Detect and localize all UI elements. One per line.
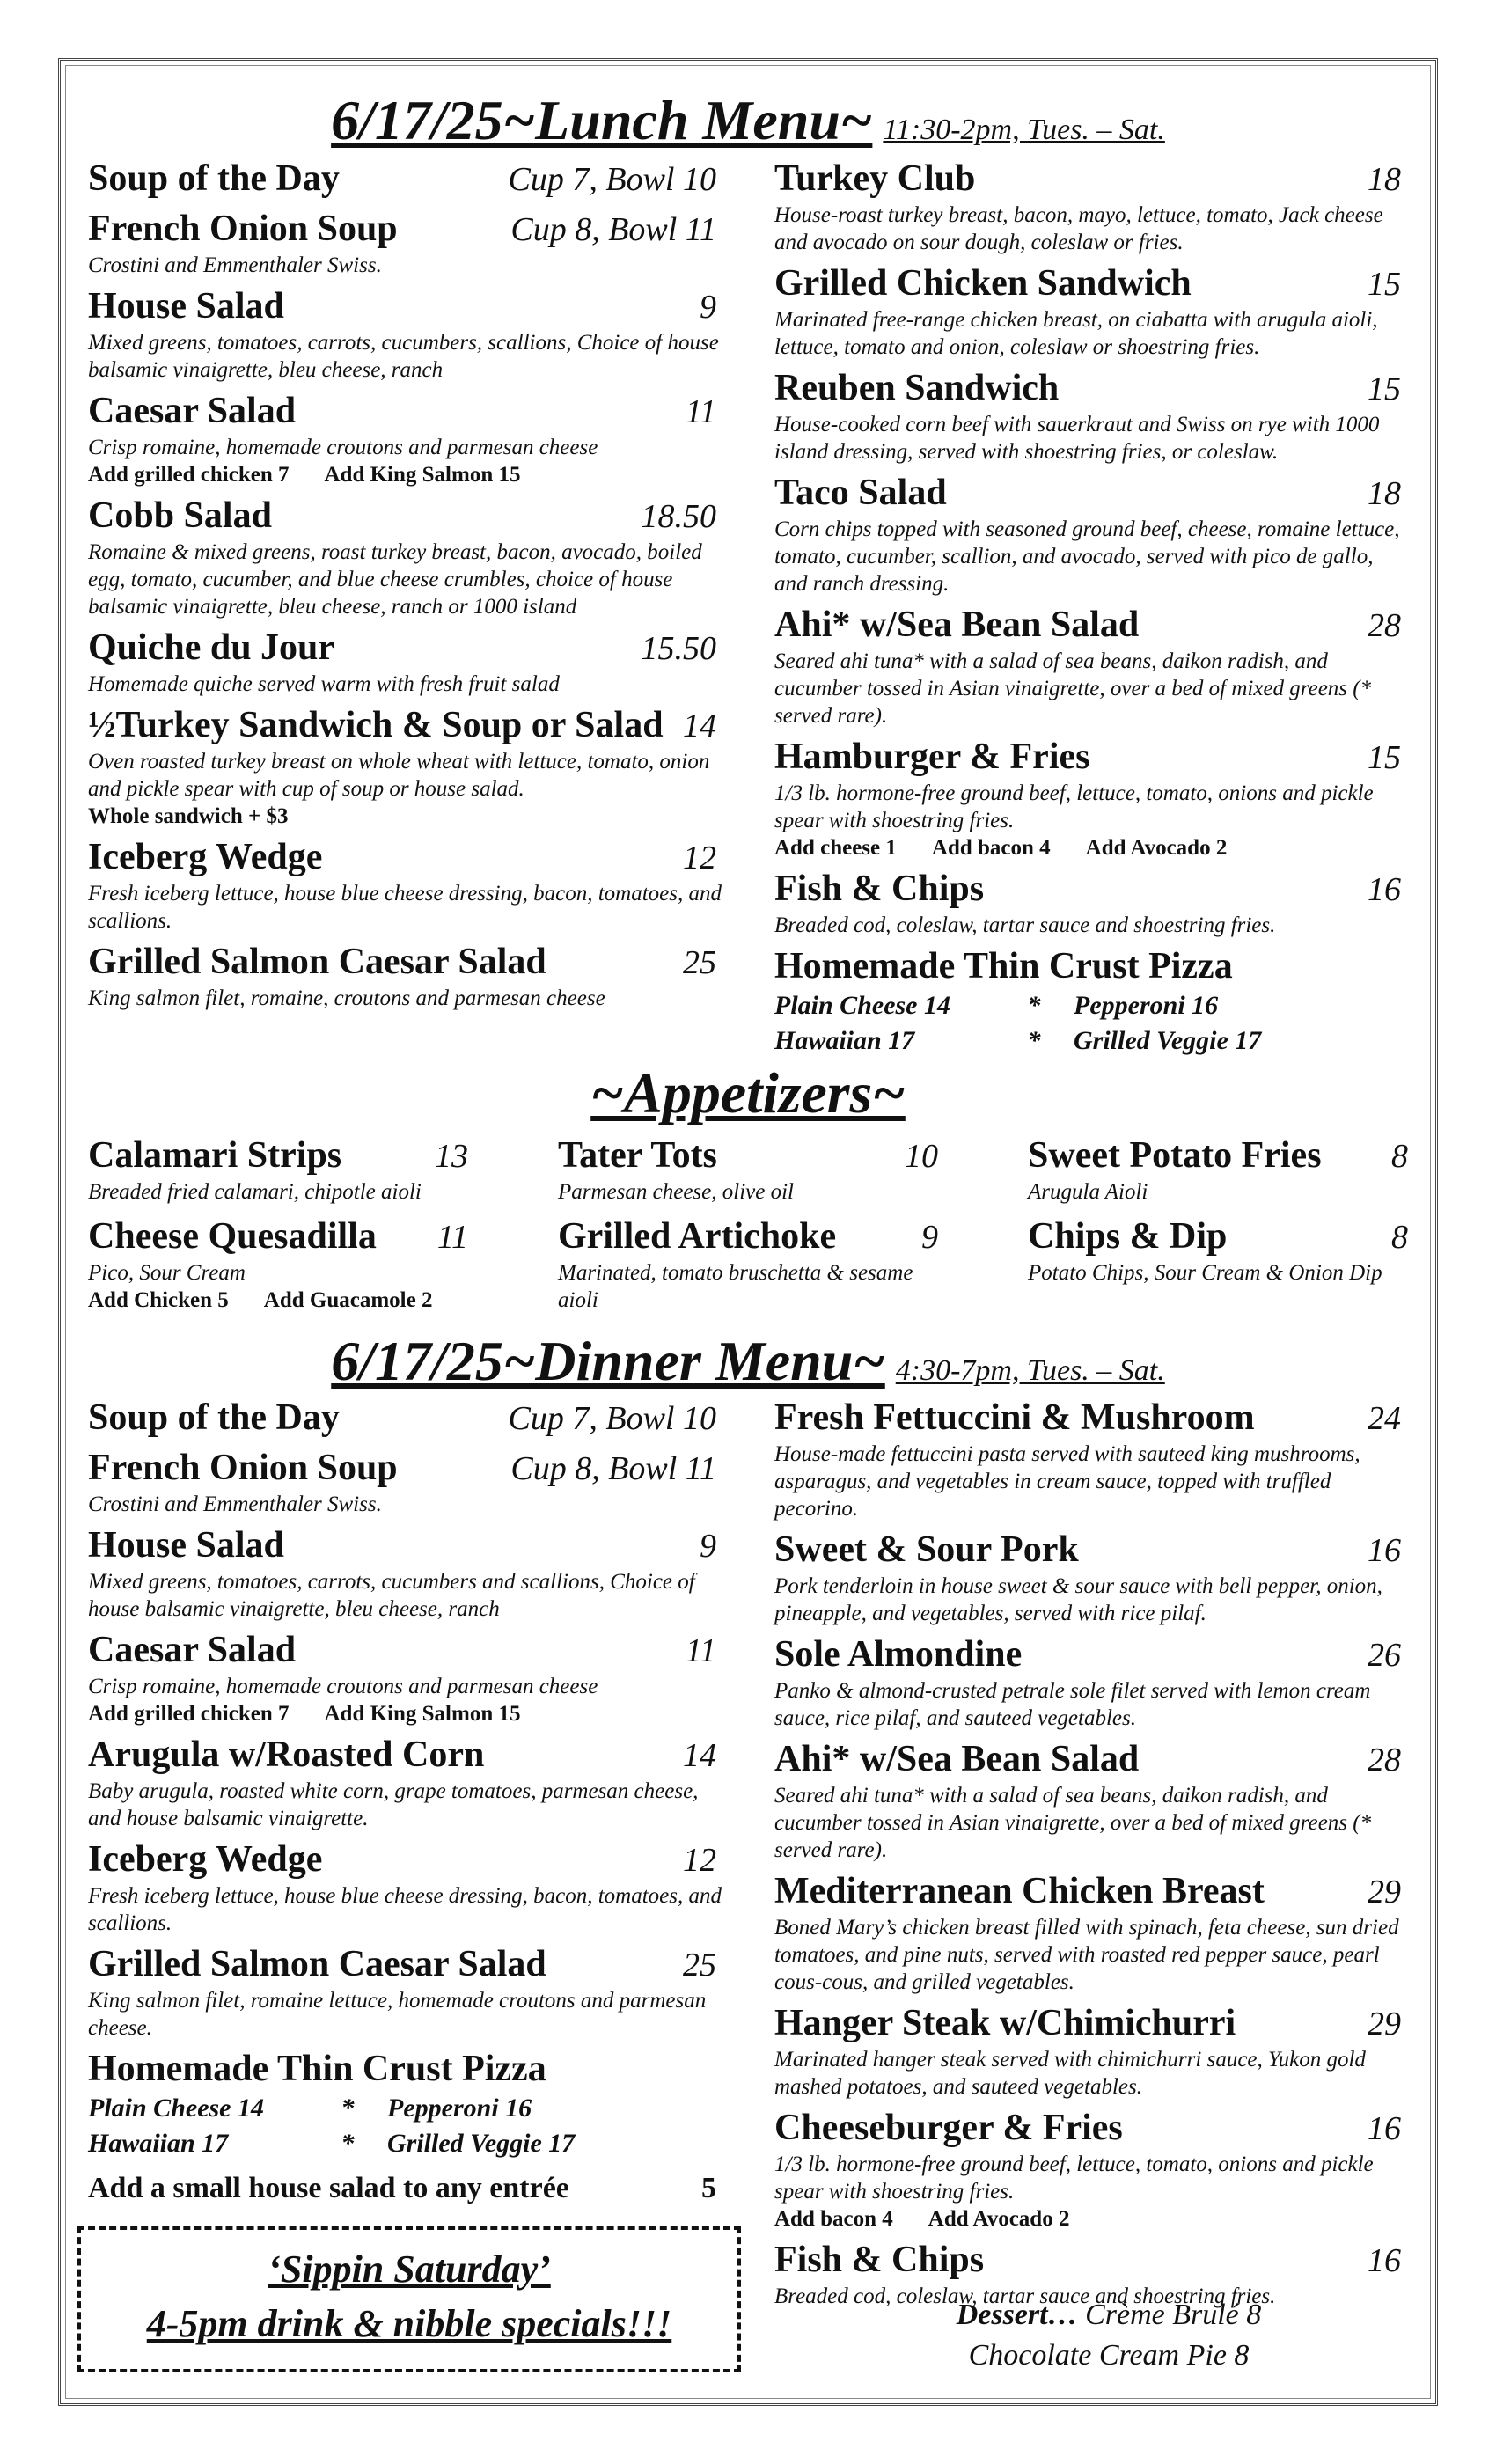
menu-item — [774, 944, 1408, 1059]
menu-item-name: French Onion Soup — [88, 209, 398, 249]
menu-item — [88, 284, 723, 384]
menu-item — [88, 494, 723, 620]
menu-item-header — [774, 603, 1408, 648]
menu-item-name: Sweet & Sour Pork — [774, 1529, 1079, 1570]
menu-item-header — [88, 157, 723, 202]
menu-item-name: House Salad — [88, 1525, 284, 1566]
menu-item-description: Breaded cod, coleslaw, tartar sauce and shoestring fries. — [774, 913, 1276, 937]
menu-item-header — [88, 2167, 723, 2211]
addon-option: Add Avocado 2 — [1085, 836, 1228, 860]
menu-item-header — [88, 389, 723, 434]
menu-item-price: 10 — [905, 1138, 938, 1175]
menu-item — [774, 603, 1408, 730]
menu-item-price: Cup 7, Bowl 10 — [508, 161, 716, 198]
menu-item-name: Add a small house salad to any entrée — [88, 2172, 569, 2204]
menu-item-price: 16 — [1368, 2110, 1401, 2147]
menu-item-name: Soup of the Day — [88, 158, 340, 199]
menu-item-header — [774, 1396, 1408, 1441]
menu-item-header — [88, 626, 723, 671]
menu-item-header — [88, 1942, 723, 1987]
menu-item-price: 15 — [1368, 370, 1401, 407]
menu-item-description: Corn chips topped with seasoned ground beef, cheese, romaine lettuce, tomato, cucumber, scallion, and avocado, served with pico de gallo, and ranch dressing. — [774, 517, 1400, 596]
menu-item-name: Turkey Club — [774, 158, 976, 199]
menu-item-price: 25 — [683, 1947, 716, 1984]
menu-item-header — [88, 703, 723, 748]
menu-item-name: Fish & Chips — [774, 869, 985, 909]
menu-item-description: Mixed greens, tomatoes, carrots, cucumbers, scallions, Choice of house balsamic vinaigrette, bleu cheese, ranch — [88, 331, 719, 382]
menu-item-header — [1028, 1214, 1415, 1259]
menu-item-price: 13 — [435, 1138, 468, 1175]
addon-option: Add bacon 4 — [931, 836, 1051, 860]
addon-option: Add Chicken 5 — [88, 1288, 229, 1312]
pizza-options-row — [88, 2091, 723, 2126]
pizza-option: Plain Cheese 14 — [774, 991, 950, 1020]
pizza-option: Hawaiian 17 — [774, 1026, 915, 1055]
menu-item-name: Tater Tots — [558, 1135, 717, 1176]
menu-item-name: Fish & Chips — [774, 2240, 985, 2280]
lunch-title: 6/17/25~Lunch Menu~ — [331, 89, 873, 151]
menu-item-header — [774, 1528, 1408, 1573]
menu-item-header — [88, 835, 723, 880]
pizza-options-row — [88, 2126, 723, 2161]
menu-item — [88, 940, 723, 1012]
menu-item-name: Hamburger & Fries — [774, 737, 1090, 777]
menu-item-price: 29 — [1368, 1874, 1401, 1910]
menu-item-price: 16 — [1368, 2242, 1401, 2279]
menu-item-header — [88, 940, 723, 985]
menu-item — [774, 366, 1408, 466]
menu-item — [88, 835, 723, 935]
menu-item-header — [88, 494, 723, 539]
menu-item-name: Hanger Steak w/Chimichurri — [774, 2003, 1236, 2043]
dinner-hours: 4:30-7pm, Tues. – Sat. — [895, 1354, 1165, 1387]
menu-item-description: Marinated hanger steak served with chimichurri sauce, Yukon gold mashed potatoes, and sauteed vegetables. — [774, 2048, 1366, 2099]
menu-item-description: Breaded fried calamari, chipotle aioli — [88, 1180, 422, 1204]
menu-item-name: Mediterranean Chicken Breast — [774, 1871, 1265, 1911]
menu-item-name: Caesar Salad — [88, 1630, 297, 1670]
menu-item — [1028, 1214, 1415, 1287]
dinner-right-column — [774, 1396, 1408, 2315]
menu-item-header — [774, 2106, 1408, 2151]
menu-item — [774, 2106, 1408, 2233]
menu-item — [1028, 1133, 1415, 1206]
menu-item-header — [88, 1446, 723, 1491]
menu-item-name: Ahi* w/Sea Bean Salad — [774, 605, 1140, 645]
menu-item-header — [774, 735, 1408, 780]
pizza-option: * — [1027, 991, 1041, 1020]
menu-item-price: 12 — [683, 840, 716, 876]
addon-option: Add Guacamole 2 — [263, 1288, 433, 1312]
menu-item — [88, 1214, 475, 1314]
menu-item-price: 25 — [683, 944, 716, 981]
menu-item-description: Seared ahi tuna* with a salad of sea beans, daikon radish, and cucumber tossed in Asian vinaigrette, over a bed of mixed greens (* served rare). — [774, 1784, 1372, 1862]
menu-item — [774, 2001, 1408, 2101]
menu-item-price: 14 — [683, 708, 716, 744]
menu-item-price: 15.50 — [641, 630, 716, 667]
menu-item-header — [774, 366, 1408, 411]
menu-item-header — [774, 2001, 1408, 2046]
menu-item-price: 9 — [921, 1219, 938, 1256]
pizza-option: Pepperoni 16 — [1074, 991, 1219, 1020]
menu-item-description: Marinated, tomato bruschetta & sesame aioli — [558, 1261, 913, 1312]
menu-item-header — [88, 1396, 723, 1441]
addon-option: Add cheese 1 — [774, 836, 897, 860]
menu-item-description: Marinated free-range chicken breast, on ciabatta with arugula aioli, lettuce, tomato and onion, coleslaw or shoestring fries. — [774, 308, 1378, 359]
menu-item-header — [1028, 1133, 1415, 1178]
dessert-label: Dessert… — [956, 2299, 1078, 2331]
addon-option: Add Avocado 2 — [928, 2207, 1070, 2231]
menu-item — [88, 703, 723, 830]
menu-item-price: 8 — [1391, 1138, 1408, 1175]
menu-item — [88, 2047, 723, 2161]
menu-item — [774, 261, 1408, 361]
menu-item-header — [88, 1523, 723, 1568]
menu-item-name: Sweet Potato Fries — [1028, 1135, 1322, 1176]
menu-item-header — [774, 471, 1408, 516]
menu-item-header — [558, 1214, 945, 1259]
pizza-option: * — [341, 2129, 355, 2158]
menu-item-price: 28 — [1368, 607, 1401, 644]
menu-item-description: Homemade quiche served warm with fresh fruit salad — [88, 672, 560, 696]
menu-item-name: Sole Almondine — [774, 1634, 1023, 1675]
dinner-left-column — [88, 1396, 723, 2216]
menu-item-price: Cup 8, Bowl 11 — [510, 1450, 716, 1487]
menu-item-price: 16 — [1368, 871, 1401, 908]
dinner-title-line — [0, 1329, 1496, 1394]
menu-item-description: Potato Chips, Sour Cream & Onion Dip — [1028, 1261, 1382, 1285]
menu-item-description: 1/3 lb. hormone-free ground beef, lettuce, tomato, onions and pickle spear with shoestring fries. — [774, 781, 1374, 832]
menu-item-name: Homemade Thin Crust Pizza — [88, 2049, 546, 2089]
addon-option: Add King Salmon 15 — [324, 463, 521, 487]
menu-item-description: Crostini and Emmenthaler Swiss. — [88, 1492, 382, 1516]
menu-item — [88, 157, 723, 202]
menu-item-price: 18 — [1368, 475, 1401, 512]
lunch-left-column — [88, 157, 723, 1017]
menu-item-name: Cobb Salad — [88, 495, 272, 536]
menu-item-header — [774, 1737, 1408, 1782]
menu-item — [774, 1528, 1408, 1627]
menu-item-price: 15 — [1368, 266, 1401, 303]
menu-item-description: King salmon filet, romaine lettuce, homemade croutons and parmesan cheese. — [88, 1989, 707, 2040]
pizza-options-row — [774, 988, 1408, 1023]
menu-item — [88, 626, 723, 698]
menu-item — [774, 1396, 1408, 1522]
appetizers-column-2 — [558, 1133, 945, 1323]
dessert-block — [774, 2295, 1443, 2376]
menu-item-price: 16 — [1368, 1532, 1401, 1569]
lunch-hours: 11:30-2pm, Tues. – Sat. — [883, 114, 1165, 146]
menu-item-description: Mixed greens, tomatoes, carrots, cucumbers and scallions, Choice of house balsamic vinaigrette, bleu cheese, ranch — [88, 1570, 695, 1621]
menu-item-header — [774, 867, 1408, 912]
menu-item-description: Pork tenderloin in house sweet & sour sauce with bell pepper, onion, pineapple, and vegetables, served with rice pilaf. — [774, 1574, 1382, 1625]
dessert-item: Chocolate Cream Pie 8 — [968, 2339, 1250, 2372]
menu-item-description: Seared ahi tuna* with a salad of sea beans, daikon radish, and cucumber tossed in Asian vinaigrette, over a bed of mixed greens (* served rare). — [774, 649, 1372, 728]
menu-item-header — [774, 944, 1408, 988]
menu-item-description: Fresh iceberg lettuce, house blue cheese dressing, bacon, tomatoes, and scallions. — [88, 1884, 722, 1935]
menu-item-description: Panko & almond-crusted petrale sole filet served with lemon cream sauce, rice pilaf, and sauteed vegetables. — [774, 1679, 1371, 1730]
appetizers-title: ~Appetizers~ — [590, 1061, 906, 1126]
menu-item-header — [88, 1733, 723, 1778]
addon-option: Whole sandwich + $3 — [88, 804, 289, 828]
menu-item-addons — [88, 1700, 723, 1727]
menu-item-price: 14 — [683, 1737, 716, 1774]
menu-item-description: Baby arugula, roasted white corn, grape tomatoes, parmesan cheese, and house balsamic vinaigrette. — [88, 1779, 699, 1830]
menu-item-header — [88, 1628, 723, 1673]
lunch-title-line — [0, 88, 1496, 153]
menu-item-description: Pico, Sour Cream — [88, 1261, 246, 1285]
menu-item-description: House-roast turkey breast, bacon, mayo, lettuce, tomato, Jack cheese and avocado on sour dough, coleslaw or fries. — [774, 203, 1383, 254]
addon-option: Add King Salmon 15 — [324, 1702, 521, 1726]
addon-option: Add grilled chicken 7 — [88, 463, 290, 487]
menu-item — [88, 207, 723, 279]
menu-item-price: 11 — [436, 1219, 468, 1256]
menu-item — [88, 2167, 723, 2211]
menu-item-name: ½Turkey Sandwich & Soup or Salad — [88, 705, 664, 745]
menu-item-description: King salmon filet, romaine, croutons and parmesan cheese — [88, 986, 605, 1010]
menu-item-addons — [88, 1287, 475, 1314]
menu-item-name: Iceberg Wedge — [88, 1839, 323, 1880]
menu-item — [88, 1837, 723, 1937]
menu-item-description: Breaded cod, coleslaw, tartar sauce and shoestring fries. — [774, 2284, 1276, 2308]
dessert-item: Crème Brulé 8 — [1085, 2299, 1262, 2331]
menu-item-name: Caesar Salad — [88, 391, 297, 431]
menu-item-description: Parmesan cheese, olive oil — [558, 1180, 794, 1204]
menu-item-header — [558, 1133, 945, 1178]
menu-item-name: Grilled Artichoke — [558, 1216, 837, 1257]
dinner-title: 6/17/25~Dinner Menu~ — [331, 1330, 885, 1392]
menu-item-price: 18.50 — [641, 498, 716, 535]
menu-item — [88, 1942, 723, 2042]
menu-item-name: Grilled Salmon Caesar Salad — [88, 942, 546, 982]
menu-item-price: 29 — [1368, 2006, 1401, 2042]
menu-item — [774, 735, 1408, 862]
menu-item-header — [88, 1837, 723, 1882]
menu-item-price: 11 — [685, 393, 716, 430]
menu-item-description: Crostini and Emmenthaler Swiss. — [88, 253, 382, 277]
menu-item-addons — [774, 2205, 1408, 2233]
lunch-right-column — [774, 157, 1408, 1064]
menu-item-description: Crisp romaine, homemade croutons and parmesan cheese — [88, 1675, 598, 1698]
menu-item — [88, 389, 723, 488]
menu-item-name: Calamari Strips — [88, 1135, 342, 1176]
menu-item — [774, 1737, 1408, 1864]
menu-item-name: Grilled Salmon Caesar Salad — [88, 1944, 546, 1984]
appetizers-column-3 — [1028, 1133, 1415, 1295]
sippin-subtitle: 4-5pm drink & nibble specials!!! — [146, 2302, 672, 2345]
menu-item — [88, 1396, 723, 1441]
menu-item-description: Romaine & mixed greens, roast turkey breast, bacon, avocado, boiled egg, tomato, cucumber, and blue cheese crumbles, choice of house balsamic vinaigrette, bleu cheese, ranch or 1000 island — [88, 540, 702, 619]
sippin-saturday-box — [77, 2226, 741, 2372]
menu-item-addons — [88, 803, 723, 830]
menu-item — [774, 471, 1408, 598]
menu-item-price: 15 — [1368, 739, 1401, 776]
addon-option: Add grilled chicken 7 — [88, 1702, 290, 1726]
pizza-option: * — [1027, 1026, 1041, 1055]
menu-item — [88, 1628, 723, 1727]
menu-item — [88, 1523, 723, 1623]
menu-item-name: Quiche du Jour — [88, 627, 335, 668]
menu-item-description: Boned Mary’s chicken breast filled with spinach, feta cheese, sun dried tomatoes, and pine nuts, served with roasted red pepper sauce, pearl cous-cous, and grilled vegetables. — [774, 1916, 1399, 1994]
menu-item-description: House-made fettuccini pasta served with sauteed king mushrooms, asparagus, and vegetables in cream sauce, topped with truffled pecorino. — [774, 1442, 1360, 1521]
menu-item-header — [88, 1133, 475, 1178]
menu-item-name: Cheese Quesadilla — [88, 1216, 377, 1257]
menu-item — [558, 1214, 945, 1314]
pizza-option: Hawaiian 17 — [88, 2129, 229, 2158]
menu-item-name: Grilled Chicken Sandwich — [774, 263, 1192, 304]
menu-item-price: 28 — [1368, 1742, 1401, 1778]
menu-item-name: Ahi* w/Sea Bean Salad — [774, 1739, 1140, 1779]
menu-item-price: Cup 8, Bowl 11 — [510, 211, 716, 248]
appetizers-column-1 — [88, 1133, 475, 1323]
menu-item — [774, 1869, 1408, 1996]
menu-item — [774, 867, 1408, 939]
menu-item-price: 5 — [701, 2172, 716, 2204]
menu-item-name: Cheeseburger & Fries — [774, 2108, 1123, 2148]
menu-item-price: 9 — [700, 1528, 716, 1565]
pizza-option: Grilled Veggie 17 — [1074, 1026, 1262, 1055]
menu-item-name: Reuben Sandwich — [774, 368, 1060, 408]
menu-item-header — [88, 284, 723, 329]
menu-item-header — [774, 261, 1408, 306]
menu-item-name: French Onion Soup — [88, 1448, 398, 1488]
menu-item — [774, 157, 1408, 256]
menu-item — [558, 1133, 945, 1206]
addon-option: Add bacon 4 — [774, 2207, 893, 2231]
menu-item-addons — [774, 834, 1408, 862]
menu-item-price: 9 — [700, 289, 716, 326]
menu-item-price: 24 — [1368, 1400, 1401, 1437]
menu-item-description: Arugula Aioli — [1028, 1180, 1148, 1204]
menu-item-price: 11 — [685, 1632, 716, 1669]
menu-item-price: 8 — [1391, 1219, 1408, 1256]
menu-item-header — [88, 2047, 723, 2091]
pizza-option: * — [341, 2094, 355, 2123]
pizza-option: Pepperoni 16 — [387, 2094, 532, 2123]
menu-item-header — [774, 1869, 1408, 1914]
menu-item-name: Iceberg Wedge — [88, 837, 323, 877]
menu-item-description: Fresh iceberg lettuce, house blue cheese dressing, bacon, tomatoes, and scallions. — [88, 882, 722, 933]
menu-item-header — [774, 2238, 1408, 2283]
menu-item-price: Cup 7, Bowl 10 — [508, 1400, 716, 1437]
menu-item-description: Oven roasted turkey breast on whole wheat with lettuce, tomato, onion and pickle spear with cup of soup or house salad. — [88, 750, 710, 801]
menu-item-price: 12 — [683, 1842, 716, 1879]
pizza-options-row — [774, 1023, 1408, 1059]
menu-item-name: House Salad — [88, 286, 284, 326]
menu-item-name: Fresh Fettuccini & Mushroom — [774, 1397, 1255, 1438]
menu-item-name: Arugula w/Roasted Corn — [88, 1734, 485, 1775]
menu-item-name: Homemade Thin Crust Pizza — [774, 946, 1233, 986]
pizza-option: Grilled Veggie 17 — [387, 2129, 576, 2158]
menu-item-header — [774, 1632, 1408, 1677]
menu-item-addons — [88, 461, 723, 488]
menu-item-header — [88, 1214, 475, 1259]
menu-item-price: 18 — [1368, 161, 1401, 198]
menu-item-description: 1/3 lb. hormone-free ground beef, lettuce, tomato, onions and pickle spear with shoestring fries. — [774, 2152, 1374, 2204]
menu-item-price: 26 — [1368, 1637, 1401, 1674]
menu-item-description: House-cooked corn beef with sauerkraut and Swiss on rye with 1000 island dressing, served with shoestring fries, or coleslaw. — [774, 413, 1380, 464]
sippin-title: ‘Sippin Saturday’ — [268, 2248, 551, 2291]
menu-item-header — [88, 207, 723, 252]
menu-item-name: Chips & Dip — [1028, 1216, 1228, 1257]
menu-item-name: Soup of the Day — [88, 1397, 340, 1438]
pizza-option: Plain Cheese 14 — [88, 2094, 264, 2123]
menu-item — [88, 1733, 723, 1832]
menu-item — [88, 1133, 475, 1206]
menu-item — [88, 1446, 723, 1518]
menu-item-name: Taco Salad — [774, 473, 947, 513]
menu-item — [774, 1632, 1408, 1732]
menu-item-description: Crisp romaine, homemade croutons and parmesan cheese — [88, 436, 598, 459]
menu-item-header — [774, 157, 1408, 202]
